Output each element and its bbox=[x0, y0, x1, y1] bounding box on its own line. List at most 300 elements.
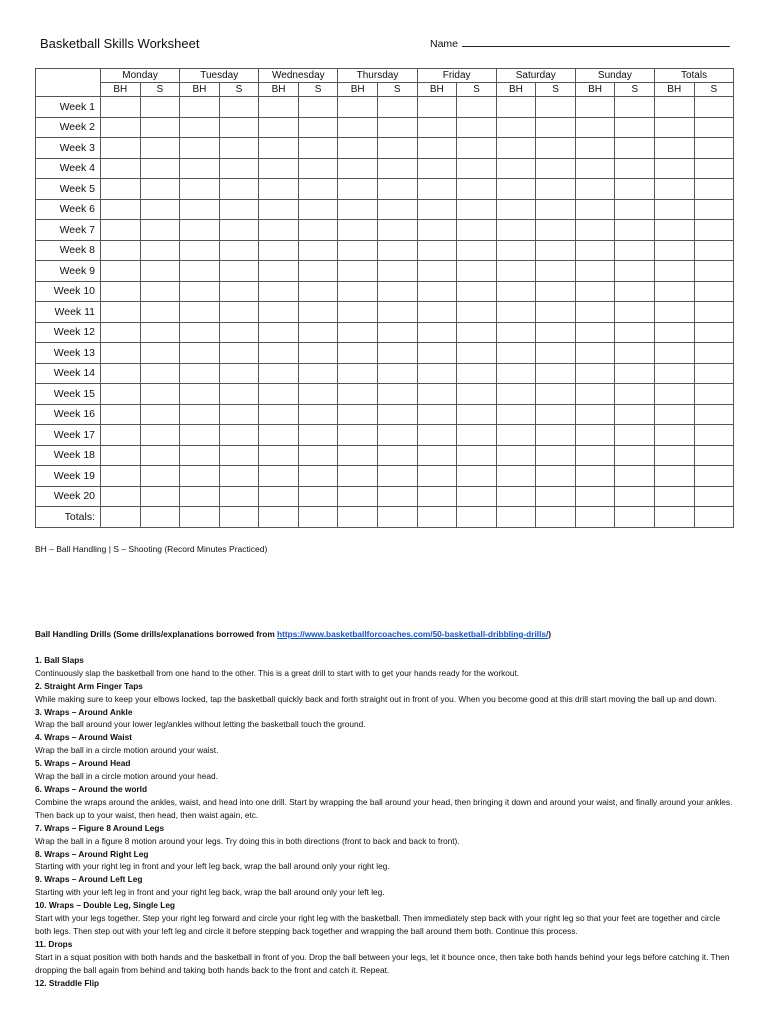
entry-cell[interactable] bbox=[298, 240, 338, 261]
entry-cell[interactable] bbox=[377, 322, 417, 343]
entry-cell[interactable] bbox=[377, 97, 417, 118]
entry-cell[interactable] bbox=[219, 199, 259, 220]
entry-cell[interactable] bbox=[536, 117, 576, 138]
entry-cell[interactable] bbox=[101, 220, 141, 241]
entry-cell[interactable] bbox=[259, 240, 299, 261]
entry-cell[interactable] bbox=[496, 404, 536, 425]
entry-cell[interactable] bbox=[615, 240, 655, 261]
entry-cell[interactable] bbox=[496, 138, 536, 159]
entry-cell[interactable] bbox=[298, 384, 338, 405]
name-field[interactable] bbox=[430, 37, 730, 50]
entry-cell[interactable] bbox=[180, 486, 220, 507]
entry-cell[interactable] bbox=[694, 138, 734, 159]
entry-cell[interactable] bbox=[140, 445, 180, 466]
entry-cell[interactable] bbox=[338, 507, 378, 528]
entry-cell[interactable] bbox=[417, 138, 457, 159]
entry-cell[interactable] bbox=[457, 322, 497, 343]
entry-cell[interactable] bbox=[180, 507, 220, 528]
entry-cell[interactable] bbox=[101, 97, 141, 118]
entry-cell[interactable] bbox=[575, 466, 615, 487]
entry-cell[interactable] bbox=[219, 302, 259, 323]
entry-cell[interactable] bbox=[496, 261, 536, 282]
entry-cell[interactable] bbox=[417, 486, 457, 507]
entry-cell[interactable] bbox=[180, 179, 220, 200]
entry-cell[interactable] bbox=[575, 425, 615, 446]
entry-cell[interactable] bbox=[615, 384, 655, 405]
entry-cell[interactable] bbox=[140, 179, 180, 200]
entry-cell[interactable] bbox=[694, 281, 734, 302]
entry-cell[interactable] bbox=[457, 220, 497, 241]
entry-cell[interactable] bbox=[180, 343, 220, 364]
entry-cell[interactable] bbox=[377, 117, 417, 138]
entry-cell[interactable] bbox=[575, 281, 615, 302]
entry-cell[interactable] bbox=[219, 97, 259, 118]
entry-cell[interactable] bbox=[496, 507, 536, 528]
entry-cell[interactable] bbox=[219, 445, 259, 466]
entry-cell[interactable] bbox=[615, 404, 655, 425]
entry-cell[interactable] bbox=[377, 466, 417, 487]
entry-cell[interactable] bbox=[101, 158, 141, 179]
entry-cell[interactable] bbox=[377, 138, 417, 159]
entry-cell[interactable] bbox=[338, 240, 378, 261]
entry-cell[interactable] bbox=[536, 322, 576, 343]
entry-cell[interactable] bbox=[694, 158, 734, 179]
entry-cell[interactable] bbox=[259, 466, 299, 487]
entry-cell[interactable] bbox=[654, 404, 694, 425]
entry-cell[interactable] bbox=[536, 199, 576, 220]
entry-cell[interactable] bbox=[496, 486, 536, 507]
entry-cell[interactable] bbox=[140, 466, 180, 487]
entry-cell[interactable] bbox=[575, 138, 615, 159]
entry-cell[interactable] bbox=[694, 445, 734, 466]
entry-cell[interactable] bbox=[140, 322, 180, 343]
entry-cell[interactable] bbox=[298, 117, 338, 138]
entry-cell[interactable] bbox=[615, 445, 655, 466]
entry-cell[interactable] bbox=[575, 486, 615, 507]
entry-cell[interactable] bbox=[496, 240, 536, 261]
entry-cell[interactable] bbox=[377, 425, 417, 446]
entry-cell[interactable] bbox=[338, 322, 378, 343]
entry-cell[interactable] bbox=[338, 466, 378, 487]
entry-cell[interactable] bbox=[536, 138, 576, 159]
entry-cell[interactable] bbox=[536, 404, 576, 425]
entry-cell[interactable] bbox=[457, 445, 497, 466]
entry-cell[interactable] bbox=[219, 363, 259, 384]
entry-cell[interactable] bbox=[694, 97, 734, 118]
entry-cell[interactable] bbox=[417, 179, 457, 200]
entry-cell[interactable] bbox=[180, 363, 220, 384]
entry-cell[interactable] bbox=[615, 486, 655, 507]
entry-cell[interactable] bbox=[536, 158, 576, 179]
entry-cell[interactable] bbox=[338, 343, 378, 364]
entry-cell[interactable] bbox=[694, 302, 734, 323]
entry-cell[interactable] bbox=[417, 445, 457, 466]
entry-cell[interactable] bbox=[417, 322, 457, 343]
entry-cell[interactable] bbox=[575, 220, 615, 241]
entry-cell[interactable] bbox=[536, 240, 576, 261]
entry-cell[interactable] bbox=[180, 384, 220, 405]
entry-cell[interactable] bbox=[180, 199, 220, 220]
entry-cell[interactable] bbox=[575, 343, 615, 364]
entry-cell[interactable] bbox=[694, 384, 734, 405]
entry-cell[interactable] bbox=[417, 220, 457, 241]
entry-cell[interactable] bbox=[496, 302, 536, 323]
entry-cell[interactable] bbox=[694, 220, 734, 241]
entry-cell[interactable] bbox=[298, 220, 338, 241]
entry-cell[interactable] bbox=[457, 138, 497, 159]
entry-cell[interactable] bbox=[338, 220, 378, 241]
entry-cell[interactable] bbox=[654, 445, 694, 466]
entry-cell[interactable] bbox=[180, 240, 220, 261]
entry-cell[interactable] bbox=[575, 507, 615, 528]
entry-cell[interactable] bbox=[654, 507, 694, 528]
entry-cell[interactable] bbox=[575, 158, 615, 179]
entry-cell[interactable] bbox=[101, 466, 141, 487]
entry-cell[interactable] bbox=[496, 281, 536, 302]
entry-cell[interactable] bbox=[457, 261, 497, 282]
entry-cell[interactable] bbox=[457, 302, 497, 323]
entry-cell[interactable] bbox=[654, 425, 694, 446]
entry-cell[interactable] bbox=[615, 281, 655, 302]
entry-cell[interactable] bbox=[457, 466, 497, 487]
entry-cell[interactable] bbox=[101, 425, 141, 446]
entry-cell[interactable] bbox=[338, 445, 378, 466]
entry-cell[interactable] bbox=[615, 425, 655, 446]
entry-cell[interactable] bbox=[140, 404, 180, 425]
entry-cell[interactable] bbox=[417, 240, 457, 261]
entry-cell[interactable] bbox=[417, 466, 457, 487]
entry-cell[interactable] bbox=[259, 384, 299, 405]
entry-cell[interactable] bbox=[417, 117, 457, 138]
entry-cell[interactable] bbox=[219, 240, 259, 261]
entry-cell[interactable] bbox=[140, 199, 180, 220]
entry-cell[interactable] bbox=[338, 384, 378, 405]
entry-cell[interactable] bbox=[338, 281, 378, 302]
entry-cell[interactable] bbox=[338, 302, 378, 323]
entry-cell[interactable] bbox=[219, 322, 259, 343]
entry-cell[interactable] bbox=[377, 445, 417, 466]
entry-cell[interactable] bbox=[457, 199, 497, 220]
entry-cell[interactable] bbox=[259, 425, 299, 446]
entry-cell[interactable] bbox=[654, 281, 694, 302]
entry-cell[interactable] bbox=[219, 117, 259, 138]
entry-cell[interactable] bbox=[377, 384, 417, 405]
entry-cell[interactable] bbox=[338, 97, 378, 118]
entry-cell[interactable] bbox=[496, 179, 536, 200]
entry-cell[interactable] bbox=[417, 199, 457, 220]
entry-cell[interactable] bbox=[417, 507, 457, 528]
entry-cell[interactable] bbox=[259, 404, 299, 425]
entry-cell[interactable] bbox=[180, 425, 220, 446]
entry-cell[interactable] bbox=[259, 179, 299, 200]
entry-cell[interactable] bbox=[575, 404, 615, 425]
entry-cell[interactable] bbox=[575, 363, 615, 384]
entry-cell[interactable] bbox=[298, 425, 338, 446]
entry-cell[interactable] bbox=[496, 466, 536, 487]
entry-cell[interactable] bbox=[417, 261, 457, 282]
entry-cell[interactable] bbox=[536, 261, 576, 282]
entry-cell[interactable] bbox=[417, 97, 457, 118]
entry-cell[interactable] bbox=[140, 302, 180, 323]
entry-cell[interactable] bbox=[575, 302, 615, 323]
entry-cell[interactable] bbox=[259, 199, 299, 220]
entry-cell[interactable] bbox=[694, 343, 734, 364]
entry-cell[interactable] bbox=[259, 363, 299, 384]
entry-cell[interactable] bbox=[219, 261, 259, 282]
entry-cell[interactable] bbox=[694, 404, 734, 425]
entry-cell[interactable] bbox=[615, 507, 655, 528]
entry-cell[interactable] bbox=[298, 97, 338, 118]
entry-cell[interactable] bbox=[575, 117, 615, 138]
entry-cell[interactable] bbox=[140, 138, 180, 159]
entry-cell[interactable] bbox=[140, 343, 180, 364]
entry-cell[interactable] bbox=[496, 97, 536, 118]
entry-cell[interactable] bbox=[298, 466, 338, 487]
entry-cell[interactable] bbox=[694, 486, 734, 507]
entry-cell[interactable] bbox=[536, 343, 576, 364]
entry-cell[interactable] bbox=[496, 199, 536, 220]
entry-cell[interactable] bbox=[259, 343, 299, 364]
entry-cell[interactable] bbox=[536, 220, 576, 241]
entry-cell[interactable] bbox=[654, 97, 694, 118]
entry-cell[interactable] bbox=[140, 261, 180, 282]
entry-cell[interactable] bbox=[219, 138, 259, 159]
entry-cell[interactable] bbox=[615, 179, 655, 200]
entry-cell[interactable] bbox=[180, 445, 220, 466]
entry-cell[interactable] bbox=[615, 363, 655, 384]
entry-cell[interactable] bbox=[338, 158, 378, 179]
entry-cell[interactable] bbox=[101, 240, 141, 261]
entry-cell[interactable] bbox=[259, 281, 299, 302]
entry-cell[interactable] bbox=[101, 261, 141, 282]
entry-cell[interactable] bbox=[615, 466, 655, 487]
entry-cell[interactable] bbox=[338, 404, 378, 425]
entry-cell[interactable] bbox=[377, 281, 417, 302]
entry-cell[interactable] bbox=[338, 261, 378, 282]
entry-cell[interactable] bbox=[457, 179, 497, 200]
entry-cell[interactable] bbox=[496, 343, 536, 364]
entry-cell[interactable] bbox=[496, 322, 536, 343]
entry-cell[interactable] bbox=[457, 281, 497, 302]
entry-cell[interactable] bbox=[298, 199, 338, 220]
entry-cell[interactable] bbox=[259, 261, 299, 282]
entry-cell[interactable] bbox=[140, 486, 180, 507]
entry-cell[interactable] bbox=[694, 240, 734, 261]
entry-cell[interactable] bbox=[496, 220, 536, 241]
entry-cell[interactable] bbox=[654, 486, 694, 507]
entry-cell[interactable] bbox=[259, 302, 299, 323]
entry-cell[interactable] bbox=[615, 158, 655, 179]
entry-cell[interactable] bbox=[575, 199, 615, 220]
entry-cell[interactable] bbox=[654, 138, 694, 159]
entry-cell[interactable] bbox=[180, 404, 220, 425]
entry-cell[interactable] bbox=[219, 158, 259, 179]
entry-cell[interactable] bbox=[259, 138, 299, 159]
entry-cell[interactable] bbox=[180, 302, 220, 323]
entry-cell[interactable] bbox=[575, 240, 615, 261]
entry-cell[interactable] bbox=[536, 486, 576, 507]
entry-cell[interactable] bbox=[417, 425, 457, 446]
entry-cell[interactable] bbox=[101, 507, 141, 528]
entry-cell[interactable] bbox=[219, 466, 259, 487]
entry-cell[interactable] bbox=[536, 97, 576, 118]
entry-cell[interactable] bbox=[377, 240, 417, 261]
entry-cell[interactable] bbox=[219, 220, 259, 241]
entry-cell[interactable] bbox=[654, 302, 694, 323]
entry-cell[interactable] bbox=[298, 404, 338, 425]
entry-cell[interactable] bbox=[101, 322, 141, 343]
entry-cell[interactable] bbox=[457, 117, 497, 138]
entry-cell[interactable] bbox=[377, 261, 417, 282]
entry-cell[interactable] bbox=[654, 466, 694, 487]
entry-cell[interactable] bbox=[259, 158, 299, 179]
entry-cell[interactable] bbox=[615, 322, 655, 343]
entry-cell[interactable] bbox=[615, 97, 655, 118]
entry-cell[interactable] bbox=[219, 404, 259, 425]
entry-cell[interactable] bbox=[654, 179, 694, 200]
entry-cell[interactable] bbox=[377, 363, 417, 384]
entry-cell[interactable] bbox=[219, 281, 259, 302]
entry-cell[interactable] bbox=[654, 261, 694, 282]
entry-cell[interactable] bbox=[694, 199, 734, 220]
entry-cell[interactable] bbox=[536, 281, 576, 302]
entry-cell[interactable] bbox=[259, 117, 299, 138]
entry-cell[interactable] bbox=[377, 507, 417, 528]
entry-cell[interactable] bbox=[259, 486, 299, 507]
entry-cell[interactable] bbox=[417, 404, 457, 425]
entry-cell[interactable] bbox=[496, 384, 536, 405]
entry-cell[interactable] bbox=[180, 466, 220, 487]
entry-cell[interactable] bbox=[219, 507, 259, 528]
entry-cell[interactable] bbox=[338, 363, 378, 384]
entry-cell[interactable] bbox=[101, 445, 141, 466]
entry-cell[interactable] bbox=[654, 363, 694, 384]
entry-cell[interactable] bbox=[180, 117, 220, 138]
entry-cell[interactable] bbox=[140, 507, 180, 528]
entry-cell[interactable] bbox=[694, 322, 734, 343]
entry-cell[interactable] bbox=[259, 445, 299, 466]
entry-cell[interactable] bbox=[536, 179, 576, 200]
entry-cell[interactable] bbox=[536, 384, 576, 405]
entry-cell[interactable] bbox=[575, 261, 615, 282]
entry-cell[interactable] bbox=[140, 281, 180, 302]
entry-cell[interactable] bbox=[140, 117, 180, 138]
entry-cell[interactable] bbox=[417, 343, 457, 364]
entry-cell[interactable] bbox=[575, 179, 615, 200]
drills-source-link[interactable]: https://www.basketballforcoaches.com/50-basketball-dribbling-drills/ bbox=[277, 629, 549, 639]
entry-cell[interactable] bbox=[377, 302, 417, 323]
entry-cell[interactable] bbox=[101, 281, 141, 302]
entry-cell[interactable] bbox=[298, 261, 338, 282]
entry-cell[interactable] bbox=[140, 158, 180, 179]
entry-cell[interactable] bbox=[496, 117, 536, 138]
entry-cell[interactable] bbox=[338, 199, 378, 220]
entry-cell[interactable] bbox=[298, 507, 338, 528]
entry-cell[interactable] bbox=[417, 158, 457, 179]
entry-cell[interactable] bbox=[654, 384, 694, 405]
entry-cell[interactable] bbox=[654, 158, 694, 179]
entry-cell[interactable] bbox=[259, 97, 299, 118]
entry-cell[interactable] bbox=[536, 302, 576, 323]
entry-cell[interactable] bbox=[575, 384, 615, 405]
entry-cell[interactable] bbox=[575, 97, 615, 118]
entry-cell[interactable] bbox=[101, 404, 141, 425]
entry-cell[interactable] bbox=[417, 302, 457, 323]
entry-cell[interactable] bbox=[101, 117, 141, 138]
entry-cell[interactable] bbox=[377, 199, 417, 220]
entry-cell[interactable] bbox=[219, 384, 259, 405]
entry-cell[interactable] bbox=[496, 445, 536, 466]
entry-cell[interactable] bbox=[219, 425, 259, 446]
entry-cell[interactable] bbox=[615, 261, 655, 282]
entry-cell[interactable] bbox=[140, 220, 180, 241]
entry-cell[interactable] bbox=[536, 507, 576, 528]
entry-cell[interactable] bbox=[180, 97, 220, 118]
entry-cell[interactable] bbox=[654, 220, 694, 241]
entry-cell[interactable] bbox=[694, 466, 734, 487]
entry-cell[interactable] bbox=[417, 281, 457, 302]
entry-cell[interactable] bbox=[298, 445, 338, 466]
entry-cell[interactable] bbox=[180, 138, 220, 159]
entry-cell[interactable] bbox=[457, 158, 497, 179]
entry-cell[interactable] bbox=[101, 199, 141, 220]
entry-cell[interactable] bbox=[140, 363, 180, 384]
entry-cell[interactable] bbox=[694, 425, 734, 446]
entry-cell[interactable] bbox=[338, 138, 378, 159]
entry-cell[interactable] bbox=[338, 486, 378, 507]
entry-cell[interactable] bbox=[298, 343, 338, 364]
name-line[interactable] bbox=[462, 37, 730, 47]
entry-cell[interactable] bbox=[338, 425, 378, 446]
entry-cell[interactable] bbox=[377, 404, 417, 425]
entry-cell[interactable] bbox=[101, 138, 141, 159]
entry-cell[interactable] bbox=[496, 158, 536, 179]
entry-cell[interactable] bbox=[377, 158, 417, 179]
entry-cell[interactable] bbox=[615, 302, 655, 323]
entry-cell[interactable] bbox=[654, 322, 694, 343]
entry-cell[interactable] bbox=[298, 138, 338, 159]
entry-cell[interactable] bbox=[694, 363, 734, 384]
entry-cell[interactable] bbox=[417, 363, 457, 384]
entry-cell[interactable] bbox=[140, 384, 180, 405]
entry-cell[interactable] bbox=[654, 117, 694, 138]
entry-cell[interactable] bbox=[615, 343, 655, 364]
entry-cell[interactable] bbox=[101, 384, 141, 405]
entry-cell[interactable] bbox=[298, 302, 338, 323]
entry-cell[interactable] bbox=[377, 486, 417, 507]
entry-cell[interactable] bbox=[575, 445, 615, 466]
entry-cell[interactable] bbox=[536, 425, 576, 446]
entry-cell[interactable] bbox=[575, 322, 615, 343]
entry-cell[interactable] bbox=[101, 363, 141, 384]
entry-cell[interactable] bbox=[654, 199, 694, 220]
entry-cell[interactable] bbox=[101, 343, 141, 364]
entry-cell[interactable] bbox=[298, 486, 338, 507]
entry-cell[interactable] bbox=[259, 322, 299, 343]
entry-cell[interactable] bbox=[694, 507, 734, 528]
entry-cell[interactable] bbox=[298, 179, 338, 200]
entry-cell[interactable] bbox=[654, 240, 694, 261]
entry-cell[interactable] bbox=[536, 363, 576, 384]
entry-cell[interactable] bbox=[298, 281, 338, 302]
entry-cell[interactable] bbox=[140, 240, 180, 261]
entry-cell[interactable] bbox=[219, 343, 259, 364]
entry-cell[interactable] bbox=[457, 404, 497, 425]
entry-cell[interactable] bbox=[457, 240, 497, 261]
entry-cell[interactable] bbox=[180, 220, 220, 241]
entry-cell[interactable] bbox=[496, 363, 536, 384]
entry-cell[interactable] bbox=[377, 179, 417, 200]
